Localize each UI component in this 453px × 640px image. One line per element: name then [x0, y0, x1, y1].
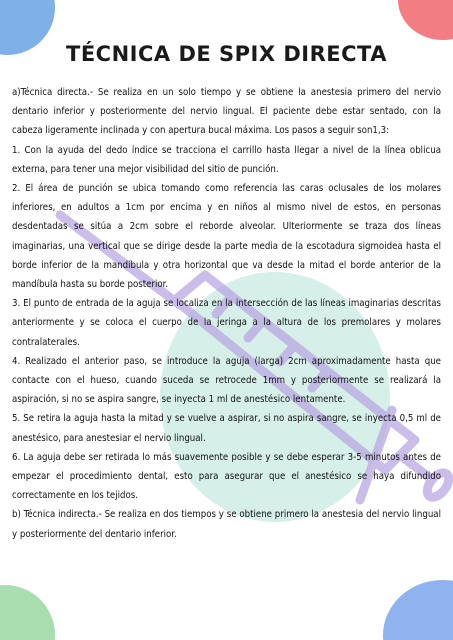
paragraph-step-1: 1. Con la ayuda del dedo índice se tracciona el carrillo hasta llegar a nivel de la línea oblicua externa, para tener una mejor visibilidad del sitio de punción.	[12, 144, 441, 175]
paragraph-step-5: 5. Se retira la aguja hasta la mitad y se vuelve a aspirar, si no aspira sangre, se inyecta 0,5 ml de anestésico, para anestesiar el nervio lingual.	[12, 413, 441, 444]
paragraph-step-3: 3. El punto de entrada de la aguja se localiza en la intersección de las líneas imaginarias descritas anteriormente y se coloca el cuerpo de la jeringa a la altura de los premolares y molares contralaterales.	[12, 298, 441, 348]
paragraph-tecnica-indirecta: b) Técnica indirecta.- Se realiza en dos tiempos y se obtiene primero la anestesia del nervio lingual y posteriormente del dentario inferior.	[12, 509, 441, 540]
paragraph-step-6: 6. La aguja debe ser retirada lo más suavemente posible y se debe esperar 3-5 minutos antes de empezar el procedimiento dental, esto para asegurar que el anestésico se haya difundido correctamente en los tejidos.	[12, 451, 441, 502]
page-title: TÉCNICA DE SPIX DIRECTA	[66, 42, 387, 66]
document-body	[12, 83, 441, 544]
paragraph-tecnica-directa: a)Técnica directa.- Se realiza en un solo tiempo y se obtiene la anestesia primero del nervio dentario inferior y posteriormente del nervio lingual. El paciente debe estar sentado, con la cabeza ligeramente inclinada y con apertura bucal máxima. Los pasos a seguir son1,3:	[12, 87, 441, 137]
paragraph-step-4: 4. Realizado el anterior paso, se introduce la aguja (larga) 2cm aproximadamente hasta que contacte con el hueso, cuando suceda se retrocede 1mm y posteriormente se realizará la aspiración, si no se aspira sangre, se inyecta 1 ml de anestésico lentamente.	[12, 355, 441, 406]
paragraph-step-2: 2. El área de punción se ubica tomando como referencia las caras oclusales de los molares inferiores, en adultos a 1cm por encima y en niños al mismo nivel de estos, en personas desdentadas se sitúa a 2cm sobre el reborde alveolar. Ulteriormente se traza dos líneas imaginarias, una vertical que se dirige desde la parte media de la escotadura sigmoidea hasta el borde inferior de la mandíbula y otra horizontal que va desde la mitad el borde anterior de la mandíbula hasta su borde posterior.	[12, 183, 441, 291]
